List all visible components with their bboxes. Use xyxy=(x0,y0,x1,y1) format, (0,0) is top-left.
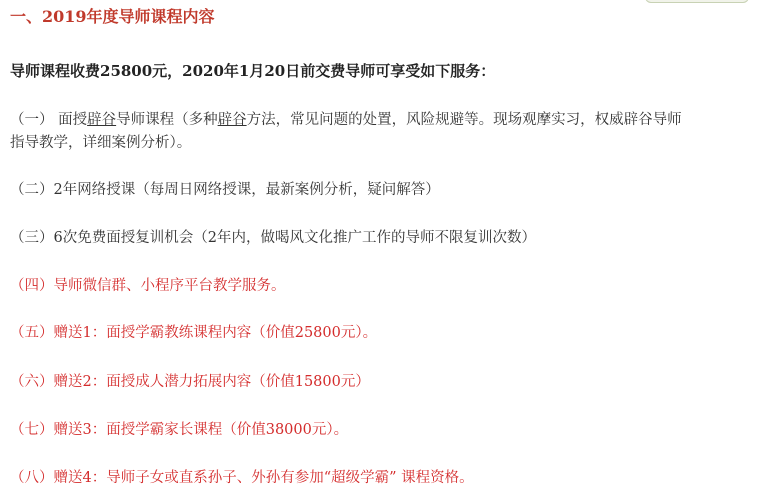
item-6: （六）赠送2：面授成人潜力拓展内容（价值15800元） xyxy=(10,374,370,390)
item-1-prefix: （一） 面授 xyxy=(10,112,88,128)
bigu-link-2[interactable]: 辟谷 xyxy=(217,112,247,128)
bigu-link-1[interactable]: 辟谷 xyxy=(87,112,117,128)
fee-subtitle: 导师课程收费25800元，2020年1月20日前交费导师可享受如下服务： xyxy=(10,62,496,80)
item-8: （八）赠送4：导师子女或直系孙子、外孙有参加“超级学霸” 课程资格。 xyxy=(10,470,474,486)
item-5: （五）赠送1：面授学霸教练课程内容（价值25800元）。 xyxy=(10,325,378,341)
item-4: （四）导师微信群、小程序平台教学服务。 xyxy=(10,278,286,294)
item-1-rest: 方法，常见问题的处置，风险规避等。现场观摩实习，权威辟谷导师 xyxy=(246,112,682,128)
top-tab-decoration xyxy=(645,0,749,3)
section-heading: 一、2019年度导师课程内容 xyxy=(10,7,215,26)
item-1-mid: 导师课程（多种 xyxy=(116,112,218,128)
item-7: （七）赠送3：面授学霸家长课程（价值38000元）。 xyxy=(10,422,349,438)
item-1-line-1 xyxy=(10,110,682,130)
item-1-line-2: 指导教学，详细案例分析）。 xyxy=(10,135,192,151)
item-3: （三）6次免费面授复训机会（2年内，做喝风文化推广工作的导师不限复训次数） xyxy=(10,230,536,246)
item-2: （二）2年网络授课（每周日网络授课，最新案例分析，疑问解答） xyxy=(10,182,440,198)
